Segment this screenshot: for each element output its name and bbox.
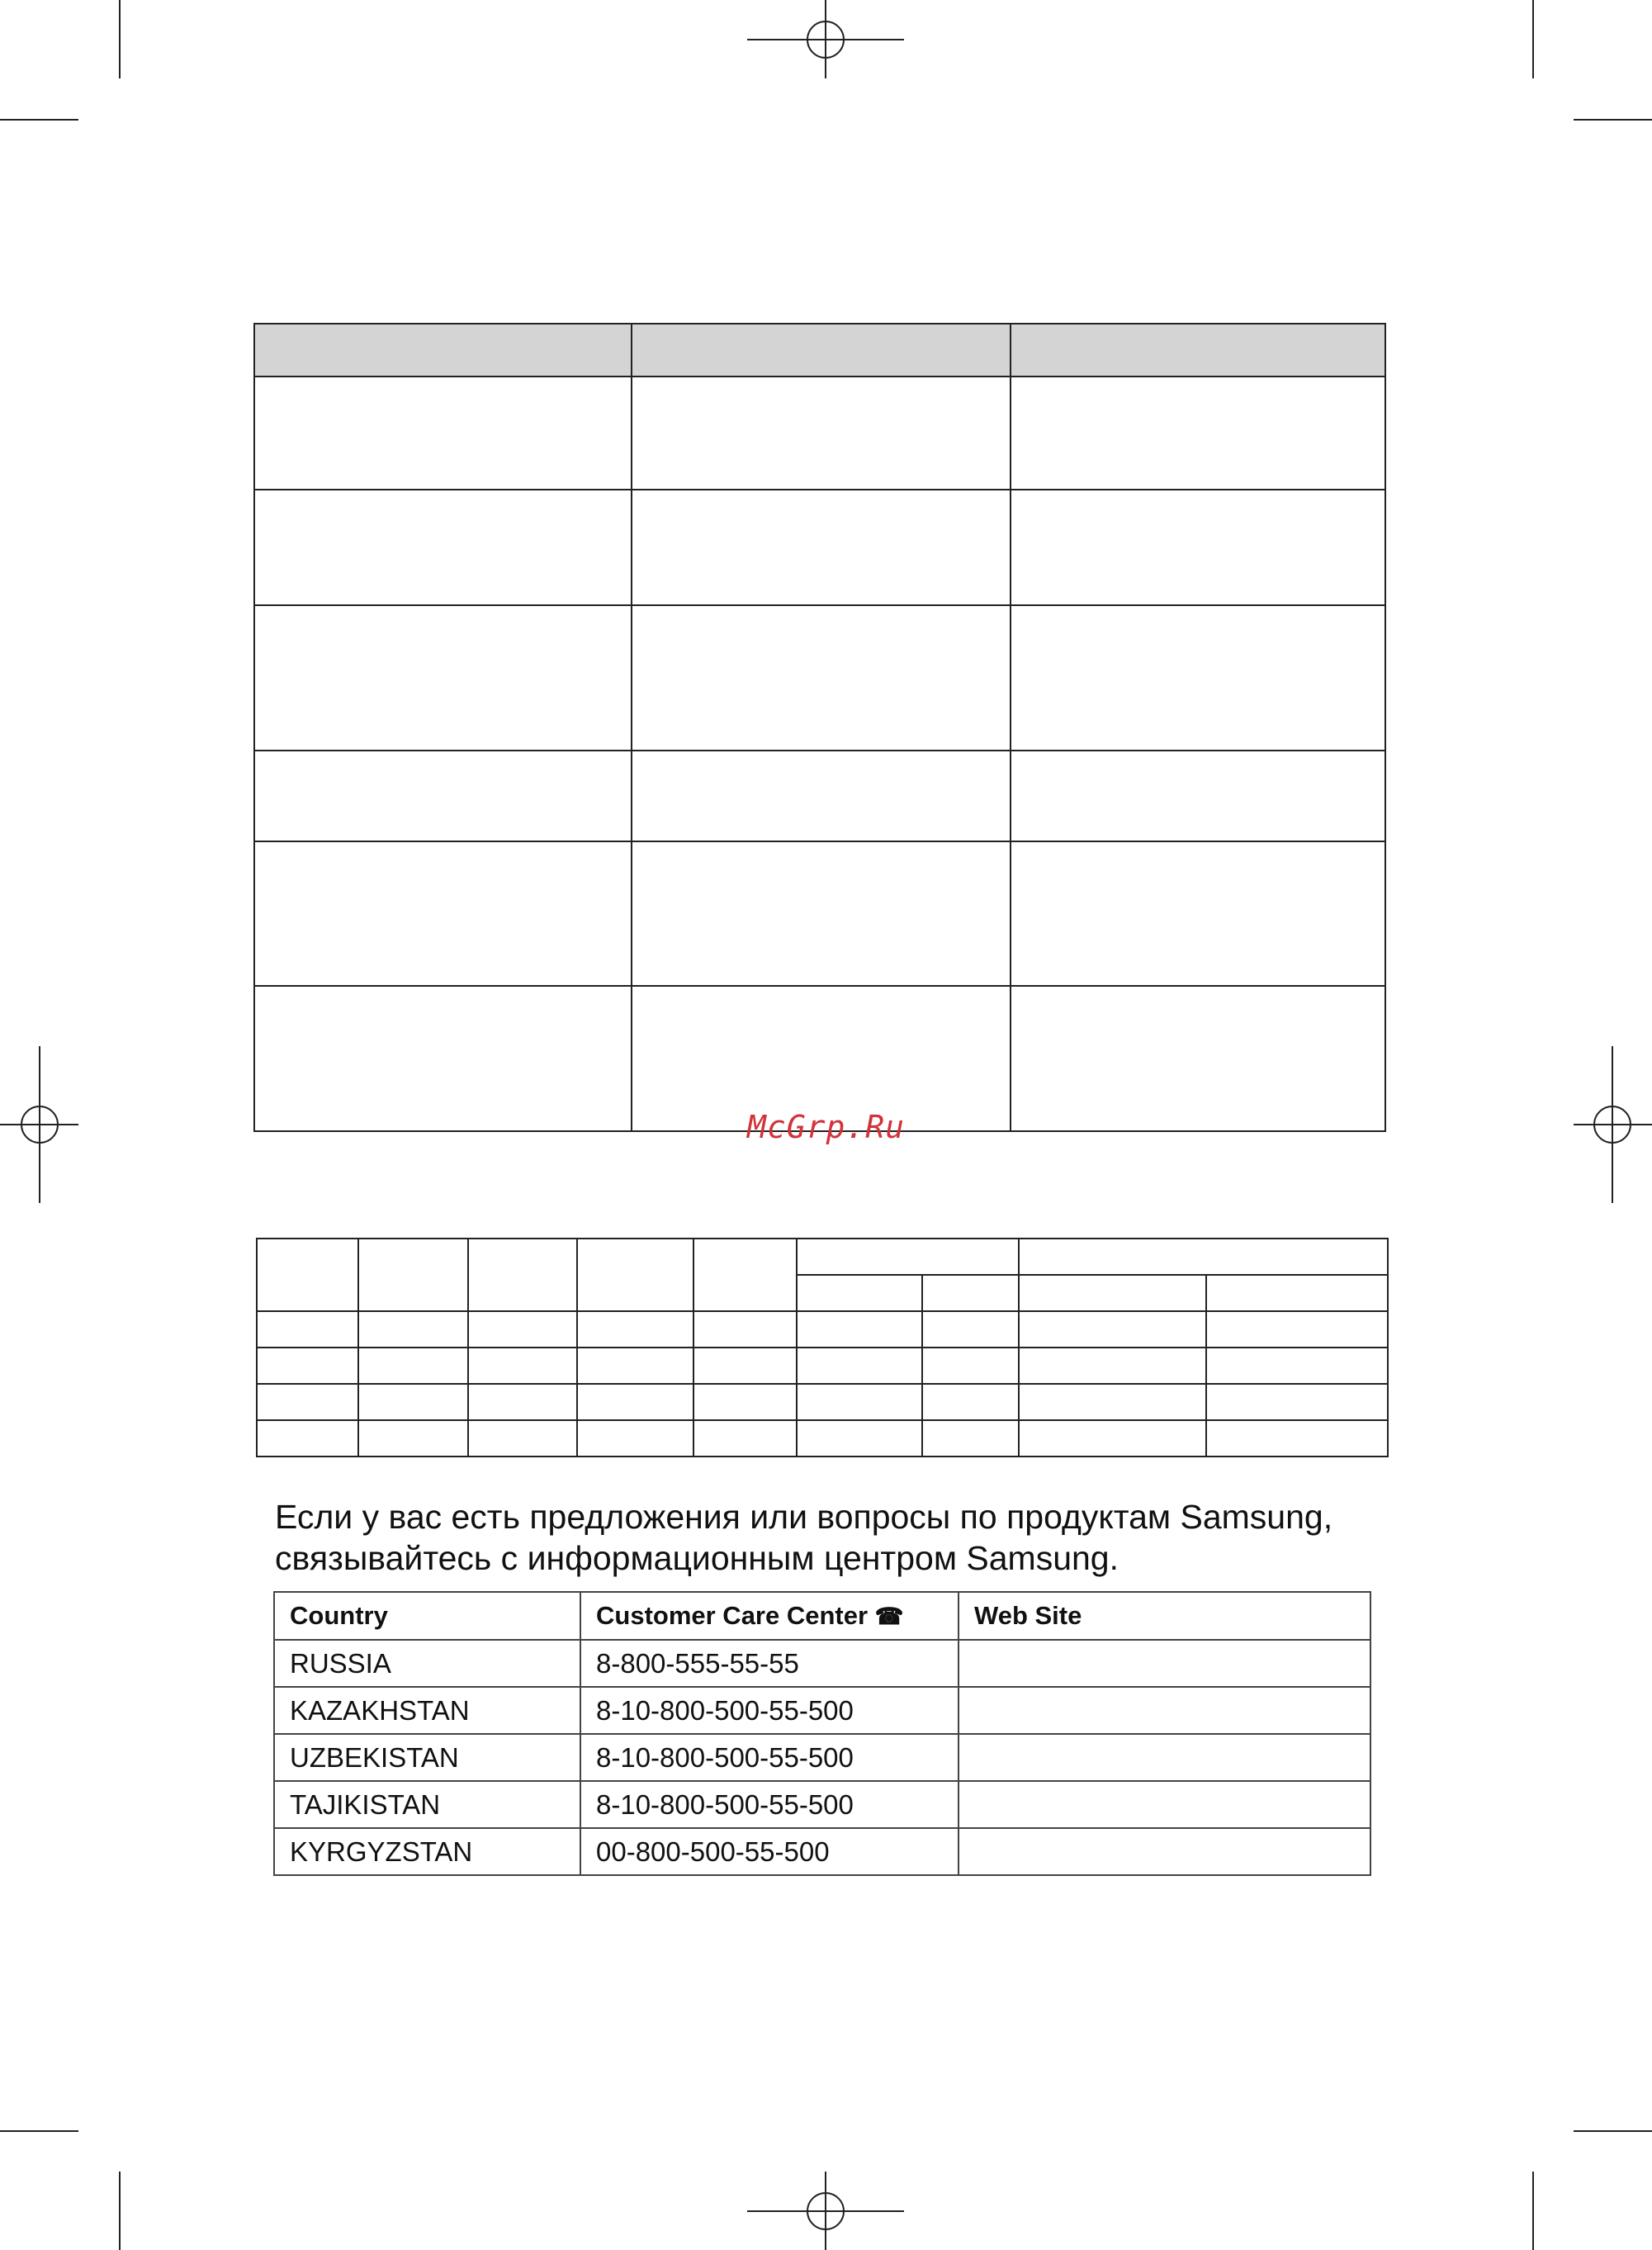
contact-row: [274, 1828, 1370, 1875]
table-cell: [1011, 751, 1385, 841]
crop-mark: [1574, 2130, 1652, 2132]
table-header-cell: [254, 324, 632, 377]
table-cell: [1019, 1311, 1206, 1348]
table-cell: [468, 1420, 577, 1457]
table-cell: [797, 1311, 922, 1348]
crop-mark: [0, 2130, 78, 2132]
table-header-cell: [632, 324, 1011, 377]
table-cell: [632, 841, 1011, 986]
phone-cell: 8-10-800-500-55-500: [580, 1687, 959, 1734]
table-cell: [797, 1384, 922, 1420]
table-cell: [577, 1311, 693, 1348]
blank-table-2: [256, 1238, 1389, 1457]
table-cell: [468, 1348, 577, 1384]
table-cell: [922, 1384, 1019, 1420]
web-site-cell: [959, 1781, 1370, 1828]
phone-cell: 8-10-800-500-55-500: [580, 1781, 959, 1828]
table-cell: [577, 1384, 693, 1420]
table-cell: [1206, 1275, 1388, 1311]
registration-circle: [21, 1106, 59, 1144]
registration-circle: [807, 21, 845, 59]
table-cell: [254, 490, 632, 605]
table-cell: [1011, 605, 1385, 751]
table-cell: [693, 1420, 797, 1457]
table-cell: [1206, 1420, 1388, 1457]
table-cell: [257, 1384, 358, 1420]
table-cell: [254, 986, 632, 1131]
table-cell: [693, 1384, 797, 1420]
phone-icon: ☎: [874, 1603, 904, 1629]
table-cell: [257, 1311, 358, 1348]
table-row: [257, 1384, 1388, 1420]
table-cell: [257, 1239, 358, 1311]
table-cell: [693, 1239, 797, 1311]
table-cell: [693, 1348, 797, 1384]
table-cell: [358, 1420, 468, 1457]
table-cell: [1206, 1348, 1388, 1384]
crop-mark: [119, 0, 121, 78]
table-cell: [254, 605, 632, 751]
web-site-cell: [959, 1828, 1370, 1875]
watermark: McGrp.Ru: [747, 1109, 906, 1145]
table-row: [254, 490, 1385, 605]
contact-row: [274, 1781, 1370, 1828]
table-cell: [468, 1239, 577, 1311]
web-site-cell: [959, 1734, 1370, 1781]
crop-mark: [1532, 0, 1534, 78]
table-cell: [797, 1348, 922, 1384]
phone-cell: 8-10-800-500-55-500: [580, 1734, 959, 1781]
table-cell: [254, 841, 632, 986]
country-cell: UZBEKISTAN: [274, 1734, 580, 1781]
country-cell: KAZAKHSTAN: [274, 1687, 580, 1734]
table-cell: [922, 1348, 1019, 1384]
web-site-cell: [959, 1640, 1370, 1687]
contact-row: [274, 1734, 1370, 1781]
web-site-cell: [959, 1687, 1370, 1734]
contact-header-row: [274, 1592, 1370, 1640]
blank-table-1: [253, 323, 1386, 1132]
country-cell: RUSSIA: [274, 1640, 580, 1687]
contact-row: [274, 1640, 1370, 1687]
table-cell: [1011, 986, 1385, 1131]
table-cell: [468, 1384, 577, 1420]
phone-cell: 8-800-555-55-55: [580, 1640, 959, 1687]
header-care-center: [580, 1592, 959, 1640]
header-web-site: Web Site: [959, 1592, 1370, 1640]
table-cell: [1019, 1420, 1206, 1457]
table-cell: [358, 1311, 468, 1348]
table-cell: [693, 1311, 797, 1348]
crop-mark: [1532, 2172, 1534, 2250]
table-cell: [254, 377, 632, 490]
crop-mark: [0, 119, 78, 121]
customer-care-table: [273, 1591, 1371, 1876]
table-cell: [797, 1275, 922, 1311]
table-cell: [257, 1348, 358, 1384]
contact-row: [274, 1687, 1370, 1734]
table-row: [254, 841, 1385, 986]
table-header-row: [254, 324, 1385, 377]
table-cell: [1019, 1239, 1388, 1275]
table-cell: [1011, 377, 1385, 490]
table-cell: [797, 1239, 1019, 1275]
intro-line: связывайтесь с информационным центром Samsung.: [275, 1539, 1119, 1577]
table-cell: [632, 490, 1011, 605]
table-cell: [632, 751, 1011, 841]
crop-mark: [1574, 119, 1652, 121]
table-cell: [358, 1384, 468, 1420]
country-cell: TAJIKISTAN: [274, 1781, 580, 1828]
table-row: [254, 605, 1385, 751]
table-cell: [922, 1311, 1019, 1348]
table-cell: [922, 1420, 1019, 1457]
table-cell: [1019, 1348, 1206, 1384]
table-row: [257, 1348, 1388, 1384]
table-cell: [257, 1420, 358, 1457]
table-cell: [632, 605, 1011, 751]
table-cell: [922, 1275, 1019, 1311]
contact-intro: [275, 1496, 1431, 1579]
table-cell: [797, 1420, 922, 1457]
table-row: [254, 751, 1385, 841]
table-cell: [1206, 1384, 1388, 1420]
intro-line: Если у вас есть предложения или вопросы по продуктам Samsung,: [275, 1498, 1333, 1536]
table-cell: [358, 1348, 468, 1384]
table-cell: [1011, 490, 1385, 605]
table-cell: [1019, 1275, 1206, 1311]
table-cell: [1011, 841, 1385, 986]
table-cell: [1206, 1311, 1388, 1348]
phone-cell: 00-800-500-55-500: [580, 1828, 959, 1875]
registration-circle: [1593, 1106, 1631, 1144]
country-cell: KYRGYZSTAN: [274, 1828, 580, 1875]
header-care-center-label: Customer Care Center: [596, 1601, 869, 1630]
table-cell: [254, 751, 632, 841]
table-header-cell: [1011, 324, 1385, 377]
table-row: [257, 1311, 1388, 1348]
table-cell: [577, 1239, 693, 1311]
table-cell: [468, 1311, 577, 1348]
table-header-row: [257, 1239, 1388, 1275]
table-cell: [577, 1420, 693, 1457]
table-cell: [358, 1239, 468, 1311]
table-cell: [577, 1348, 693, 1384]
table-row: [257, 1420, 1388, 1457]
table-cell: [1019, 1384, 1206, 1420]
table-row: [254, 377, 1385, 490]
crop-mark: [119, 2172, 121, 2250]
table-cell: [632, 377, 1011, 490]
header-country: Country: [274, 1592, 580, 1640]
registration-circle: [807, 2192, 845, 2230]
